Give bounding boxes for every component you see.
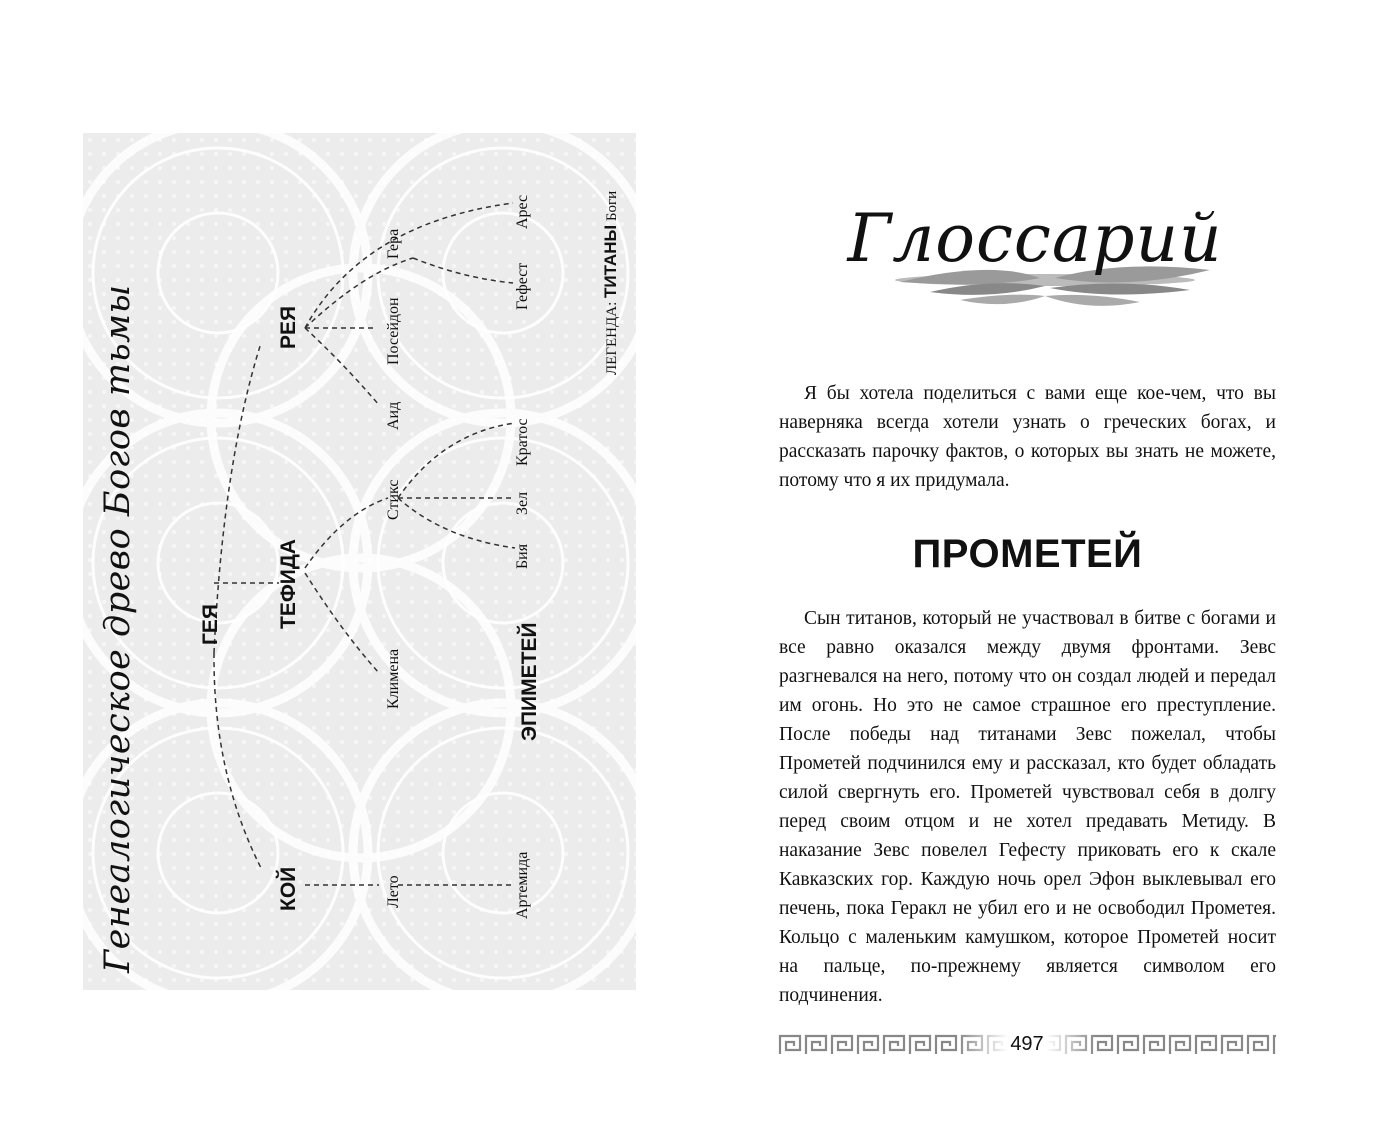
- family-tree-panel: [83, 133, 636, 990]
- god-kratos: Кратос: [514, 418, 531, 466]
- god-gera: Гера: [385, 228, 402, 259]
- god-biya: Бия: [514, 543, 531, 569]
- section-title: ПРОМЕТЕЙ: [912, 532, 1143, 576]
- god-klimena: Климена: [385, 648, 402, 709]
- god-artemida: Артемида: [514, 851, 531, 919]
- titan-tefida: ТЕФИДА: [277, 539, 300, 629]
- god-ares: Арес: [514, 194, 531, 229]
- legend-gods: Боги: [604, 190, 620, 222]
- titan-epimetey: ЭПИМЕТЕЙ: [518, 622, 541, 741]
- god-leto: Лето: [385, 875, 402, 908]
- intro-paragraph: Я бы хотела поделиться с вами еще кое-чем, что вы наверняка всегда хотели узнать о греческих богах, и рассказать парочку фактов, о которых вы знать не можете, потому что я их придумала.: [779, 383, 1276, 491]
- titan-koy: КОЙ: [277, 866, 300, 911]
- legend-titans: ТИТАНЫ: [601, 224, 620, 298]
- god-poseydon: Посейдон: [385, 297, 402, 365]
- titan-geya: ГЕЯ: [199, 603, 222, 645]
- body-paragraph: Сын титанов, который не участвовал в битве с богами и все равно оказался между двумя фронтами. Зевс разгневался на него, потому что он создал людей и передал им огонь. Но это не самое страшное его преступление. После победы над титанами Зевс пожелал, чтобы Прометей подчинился ему и рассказал, кто будет обладать силой свергнуть его. Прометей чувствовал себя в долгу перед своим отцом и не хотел предавать Метиду. В наказание Зевс повелел Гефесту приковать его к скале Кавказских гор. Каждую ночь орел Эфон выклевывал его печень, пока Геракл не убил его и не освободил Прометея. Кольцо с маленьким камушком, которое Прометей носит на пальце, по-прежнему является символом его подчинения.: [779, 608, 1276, 1006]
- god-gefest: Гефест: [514, 262, 531, 310]
- god-aid: Аид: [385, 401, 402, 430]
- legend-label: ЛЕГЕНДА:: [604, 301, 620, 375]
- page-footer: [778, 1031, 1276, 1059]
- ornament-background: [83, 133, 636, 990]
- god-stiks: Стикс: [385, 479, 402, 520]
- legend: [602, 191, 620, 375]
- titan-reya: РЕЯ: [277, 305, 300, 349]
- tree-title: Генеалогическое древо Богов тьмы: [98, 284, 138, 973]
- god-zel: Зел: [514, 491, 531, 515]
- page-number: 497: [1010, 1033, 1044, 1055]
- glossary-heading-block: [840, 200, 1230, 330]
- page-heading: Глоссарий: [847, 200, 1223, 277]
